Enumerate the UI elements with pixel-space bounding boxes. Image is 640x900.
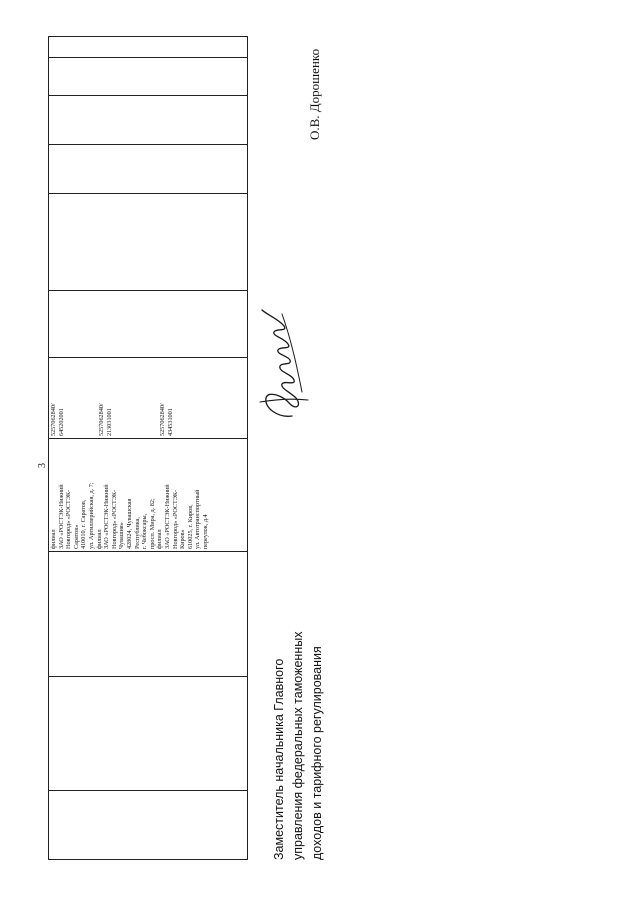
table-cell [49,552,248,677]
signatory-title-line: управления федеральных таможенных [291,631,305,860]
table-cell [49,58,248,96]
branch-addresses-cell [49,439,248,552]
handwritten-signature [252,307,314,422]
signatory-title [270,632,327,860]
table-row [49,37,248,860]
inn-kpp-code: 5257062840/ 213031001 [98,403,113,436]
table-cell [49,291,248,358]
entries-table [48,36,248,860]
table-cell [49,96,248,145]
table-cell [49,791,248,860]
table-cell [49,194,248,291]
signatory-title-line: доходов и тарифного регулирования [310,646,324,860]
signatory-name: О.В. Дорошенко [307,48,322,140]
table-cell [49,677,248,791]
inn-kpp-code: 5257062840/ 434531001 [159,403,174,436]
table-cell [49,145,248,194]
table-cell [49,37,248,58]
inn-kpp-code: 5257062840/ 645202001 [50,403,65,436]
page-number: 3 [37,463,48,468]
inn-kpp-cell [49,358,248,439]
signatory-title-line: Заместитель начальника Главного [272,658,286,860]
branch-addresses-text: филиал ЗАО «РОСТЭК-Нижний Новгород» «РОСТЭК- Саратов» 410010, г. Саратов, ул. Артиллерийская, д. 7; филиал ЗАО «РОСТЭК-Нижний Новгород» «РОСТЭК- Чувашия» 428024, Чувашская Республика, г. Чебоксары, просп. Мира, д. 82; филиал ЗАО «РОСТЭК-Нижний Новгород» «РОСТЭК- Киров» 610025, г. Киров, ул. Автотранспортный переулок, д.4 [50,482,209,549]
